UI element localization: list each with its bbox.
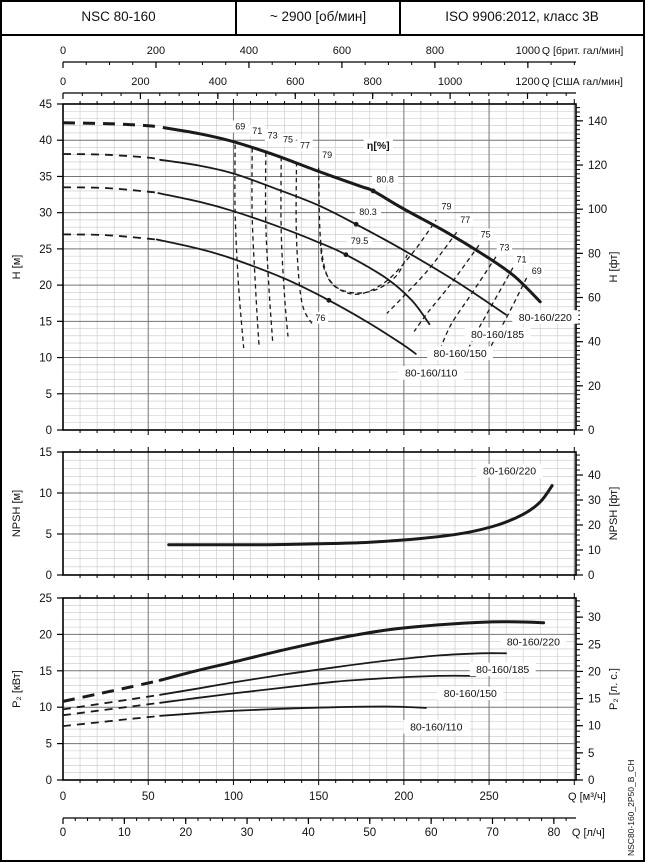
- efficiency-contour-75: [414, 245, 479, 331]
- header-bar: [2, 2, 643, 36]
- svg-text:30: 30: [588, 495, 601, 508]
- chart-npsh-curve: [11, 447, 620, 582]
- svg-text:80-160/220: 80-160/220: [506, 636, 560, 649]
- right-axis: [576, 601, 620, 787]
- svg-text:140: 140: [588, 115, 608, 128]
- svg-text:80.3: 80.3: [359, 207, 377, 218]
- svg-text:20: 20: [588, 666, 601, 679]
- curve-80-160/110: [63, 706, 426, 726]
- svg-text:0: 0: [59, 76, 67, 88]
- svg-text:71: 71: [516, 254, 527, 265]
- svg-text:Q [м³/ч]: Q [м³/ч]: [568, 791, 606, 803]
- svg-text:79: 79: [441, 201, 452, 212]
- test-standard: ISO 9906:2012, класс 3В: [445, 9, 599, 24]
- flow-axis-imp-gpm: [60, 45, 623, 68]
- svg-text:Q [л/ч]: Q [л/ч]: [571, 827, 605, 839]
- svg-text:10: 10: [39, 352, 52, 365]
- left-axis: [11, 593, 63, 787]
- efficiency-contour-77: [387, 232, 457, 313]
- right-axis: [576, 455, 620, 582]
- efficiency-contour-73: [266, 153, 273, 341]
- svg-text:250: 250: [479, 791, 499, 803]
- svg-text:71: 71: [252, 126, 263, 137]
- svg-text:40: 40: [39, 135, 52, 148]
- pump-speed: ~ 2900 [об/мин]: [237, 2, 401, 34]
- svg-text:80-160/110: 80-160/110: [410, 721, 463, 734]
- chart-head-curves: [11, 99, 620, 437]
- curve-80-160/220: [169, 486, 552, 545]
- svg-text:60: 60: [588, 292, 601, 305]
- svg-text:30: 30: [240, 827, 254, 839]
- efficiency-contour-79: [319, 168, 437, 295]
- svg-text:0: 0: [588, 570, 595, 582]
- svg-text:75: 75: [480, 229, 491, 240]
- svg-text:1200: 1200: [515, 76, 540, 88]
- svg-text:77: 77: [460, 215, 471, 226]
- svg-text:0: 0: [59, 45, 67, 57]
- svg-text:0: 0: [45, 775, 52, 787]
- svg-text:79: 79: [322, 149, 333, 160]
- svg-text:Q [брит. гал/мин]: Q [брит. гал/мин]: [541, 45, 624, 57]
- svg-text:70: 70: [486, 827, 499, 839]
- pump-model-title: NSC 80-160: [2, 2, 237, 34]
- svg-text:79.5: 79.5: [350, 236, 369, 247]
- svg-text:40: 40: [302, 827, 315, 839]
- svg-text:200: 200: [131, 76, 150, 88]
- flow-axis-m3-h: [60, 791, 606, 803]
- svg-text:0: 0: [588, 775, 595, 787]
- svg-text:25: 25: [39, 243, 52, 256]
- svg-text:0: 0: [45, 425, 52, 437]
- svg-text:5: 5: [588, 747, 595, 760]
- svg-text:0: 0: [588, 425, 595, 437]
- efficiency-contour-71: [252, 148, 259, 345]
- bep-point-79.5: [344, 235, 373, 257]
- svg-text:80-160/150: 80-160/150: [443, 688, 497, 701]
- svg-text:400: 400: [208, 76, 228, 88]
- svg-text:10: 10: [588, 545, 601, 558]
- svg-text:80-160/150: 80-160/150: [433, 347, 487, 360]
- svg-text:15: 15: [39, 447, 52, 459]
- svg-text:80-160/110: 80-160/110: [404, 367, 458, 380]
- svg-text:5: 5: [45, 529, 52, 541]
- svg-text:10: 10: [117, 827, 131, 839]
- svg-text:H [м]: H [м]: [11, 254, 23, 280]
- svg-text:77: 77: [300, 140, 311, 151]
- svg-text:NSC80-160_2P50_B_CH: NSC80-160_2P50_B_CH: [626, 759, 636, 856]
- svg-text:10: 10: [588, 720, 601, 733]
- efficiency-contour-77: [296, 162, 312, 324]
- right-axis: [576, 108, 620, 437]
- svg-text:600: 600: [286, 76, 305, 88]
- svg-text:600: 600: [332, 45, 352, 57]
- svg-text:200: 200: [394, 791, 414, 803]
- svg-text:100: 100: [223, 791, 244, 803]
- bep-point-80.8: [371, 173, 398, 193]
- svg-text:1000: 1000: [515, 45, 541, 57]
- svg-text:60: 60: [424, 827, 438, 839]
- svg-text:15: 15: [39, 316, 52, 329]
- svg-text:40: 40: [588, 336, 601, 349]
- pump-performance-charts: [2, 36, 643, 860]
- svg-text:1000: 1000: [437, 76, 463, 88]
- svg-text:50: 50: [141, 791, 155, 803]
- svg-text:800: 800: [425, 45, 445, 57]
- svg-text:5: 5: [45, 388, 52, 401]
- svg-text:69: 69: [531, 265, 542, 276]
- svg-text:45: 45: [39, 99, 52, 111]
- svg-text:25: 25: [39, 593, 52, 605]
- svg-text:69: 69: [235, 121, 246, 132]
- svg-text:73: 73: [267, 130, 278, 141]
- document-code-watermark: [626, 760, 636, 856]
- svg-text:73: 73: [499, 242, 510, 253]
- svg-text:80-160/220: 80-160/220: [518, 311, 572, 324]
- svg-text:25: 25: [588, 639, 601, 652]
- svg-text:15: 15: [588, 693, 601, 706]
- svg-text:0: 0: [45, 570, 52, 582]
- svg-text:10: 10: [39, 702, 52, 715]
- svg-text:800: 800: [363, 76, 382, 88]
- svg-text:80.8: 80.8: [376, 174, 394, 185]
- svg-text:30: 30: [39, 207, 52, 220]
- flow-axis-us-gpm: [60, 76, 623, 99]
- svg-text:Q [США гал/мин]: Q [США гал/мин]: [541, 76, 623, 88]
- bep-point-80.3: [354, 206, 381, 227]
- svg-text:20: 20: [588, 380, 601, 393]
- left-axis: [11, 447, 63, 582]
- svg-text:120: 120: [588, 160, 608, 173]
- svg-text:35: 35: [39, 171, 52, 184]
- svg-text:0: 0: [59, 791, 67, 803]
- svg-text:100: 100: [588, 204, 608, 217]
- svg-text:75: 75: [282, 134, 293, 145]
- svg-text:P₂ [кВт]: P₂ [кВт]: [11, 670, 23, 708]
- svg-text:20: 20: [39, 280, 52, 293]
- svg-text:15: 15: [39, 665, 52, 678]
- svg-text:0: 0: [59, 827, 67, 839]
- left-axis: [11, 99, 63, 437]
- svg-text:50: 50: [363, 827, 377, 839]
- svg-text:76: 76: [315, 312, 326, 323]
- flow-axis-l-h: [60, 818, 605, 839]
- svg-text:400: 400: [239, 45, 259, 57]
- svg-text:80: 80: [588, 248, 601, 261]
- svg-text:40: 40: [588, 470, 601, 483]
- svg-text:20: 20: [39, 629, 52, 642]
- bep-point-76: [313, 298, 332, 324]
- svg-text:NPSH [м]: NPSH [м]: [11, 489, 23, 538]
- chart-power-curves: [11, 593, 620, 787]
- svg-text:80-160/220: 80-160/220: [482, 465, 537, 478]
- svg-text:5: 5: [45, 738, 52, 751]
- svg-text:P₂ [л. с.]: P₂ [л. с.]: [608, 668, 620, 710]
- svg-text:80-160/185: 80-160/185: [471, 329, 525, 342]
- svg-text:20: 20: [179, 827, 193, 839]
- svg-text:150: 150: [309, 791, 329, 803]
- svg-text:NPSH [фт]: NPSH [фт]: [608, 486, 620, 541]
- svg-text:20: 20: [588, 520, 601, 533]
- svg-text:30: 30: [588, 612, 601, 625]
- svg-text:80-160/185: 80-160/185: [476, 664, 530, 677]
- svg-text:H [фт]: H [фт]: [608, 251, 620, 283]
- svg-text:η[%]: η[%]: [366, 140, 390, 153]
- svg-text:200: 200: [146, 45, 166, 57]
- svg-text:10: 10: [39, 488, 52, 500]
- svg-text:80: 80: [547, 827, 561, 839]
